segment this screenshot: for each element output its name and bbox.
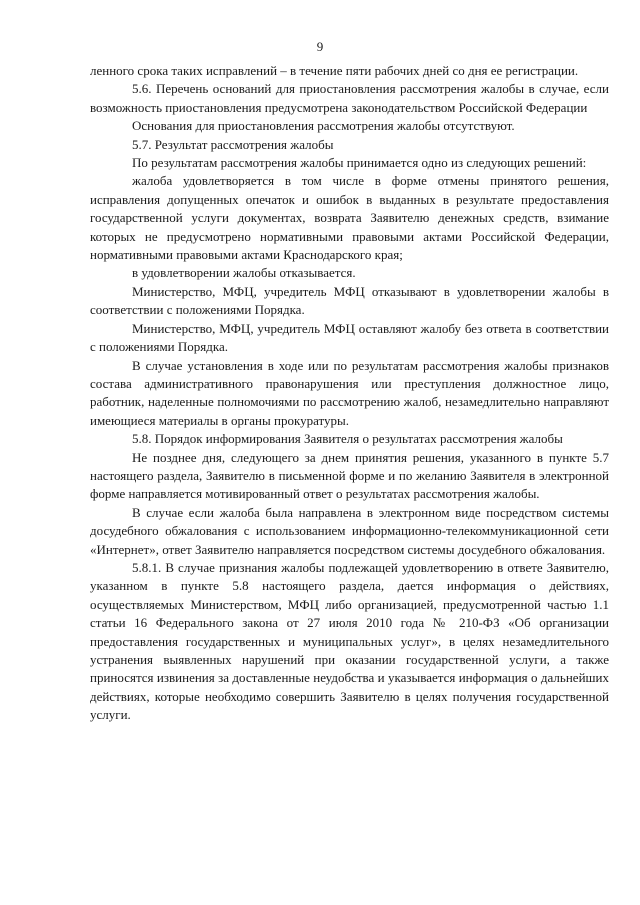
paragraph-continuation: ленного срока таких исправлений – в течение пяти рабочих дней со дня ее регистрации. [90, 63, 579, 78]
section-heading-5-6: 5.6. Перечень оснований для приостановления рассмотрения жалобы в случае, если возможность приостановления предусмотрена законодательством Российской Федерации [90, 81, 609, 115]
paragraph-5-8-1: 5.8.1. В случае признания жалобы подлежащей удовлетворению в ответе Заявителю, указанном в пункте 5.8 настоящего раздела, дается информация о действиях, осуществляемых Министерством, МФЦ либо организацией, предусмотренной частью 1.1 статьи 16 Федерального закона от 27 июля 2010 года № 210-ФЗ «Об организации предоставления государственных и муниципальных услуг», в целях незамедлительного устранения выявленных нарушений при оказании государственной услуги, а также приносятся извинения за доставленные неудобства и указывается информация о дальнейших действиях, которые необходимо совершить Заявителю в целях получения государственной услуги. [90, 559, 609, 723]
page-number: 9 [316, 39, 324, 54]
paragraph: в удовлетворении жалобы отказывается. [132, 265, 356, 281]
paragraph: Не позднее дня, следующего за днем принятия решения, указанного в пункте 5.7 настоящего раздела, Заявителю в письменной форме и по желанию Заявителя в электронной форме направляется мотивированный ответ о результатах рассмотрения жалобы. [90, 449, 609, 502]
paragraph: В случае если жалоба была направлена в электронном виде посредством системы досудебного обжалования с использованием информационно-телекоммуникационной сети «Интернет», ответ Заявителю направляется посредством системы досудебного обжалования. [90, 504, 609, 557]
section-heading-5-7: 5.7. Результат рассмотрения жалобы [132, 136, 334, 152]
paragraph: жалоба удовлетворяется в том числе в форме отмены принятого решения, исправления допущенных опечаток и ошибок в выданных в результате предоставления государственной услуги документах, возврата Заявителю денежных средств, взимание которых не предусмотрено нормативными правовыми актами Российской Федерации, нормативными правовыми актами Краснодарского края; [90, 173, 609, 263]
paragraph: Министерство, МФЦ, учредитель МФЦ отказывают в удовлетворении жалобы в соответствии с положениями Порядка. [90, 283, 609, 318]
document-body [90, 62, 609, 725]
paragraph: По результатам рассмотрения жалобы принимается одно из следующих решений: [132, 155, 587, 171]
section-heading-5-8: 5.8. Порядок информирования Заявителя о результатах рассмотрения жалобы [132, 431, 563, 447]
paragraph: Министерство, МФЦ, учредитель МФЦ оставляют жалобу без ответа в соответствии с положениями Порядка. [90, 320, 609, 355]
paragraph: Основания для приостановления рассмотрения жалобы отсутствуют. [132, 118, 515, 134]
paragraph: В случае установления в ходе или по результатам рассмотрения жалобы признаков состава административного правонарушения или преступления должностное лицо, работник, наделенные полномочиями по рассмотрению жалоб, незамедлительно направляют имеющиеся материалы в органы прокуратуры. [90, 357, 609, 428]
